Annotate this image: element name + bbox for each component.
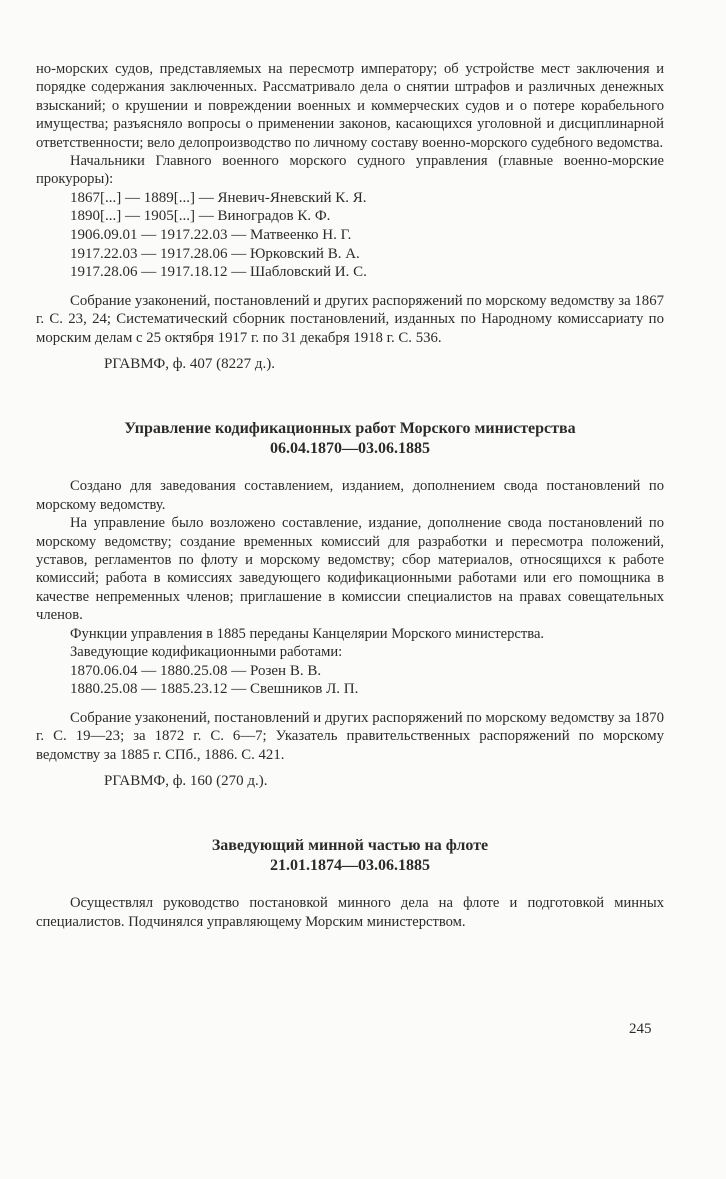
paragraph: Функции управления в 1885 переданы Канцелярии Морского министерства. xyxy=(70,625,545,642)
list-item: 1917.28.06 — 1917.18.12 — Шабловский И. С. xyxy=(70,264,367,281)
paragraph: Создано для заведования составлением, изданием, дополнением свода постановлений по морскому ведомству. xyxy=(36,478,664,513)
officials-list xyxy=(36,662,664,699)
section-heading xyxy=(36,836,664,876)
source-note: Собрание узаконений, постановлений и других распоряжений по морскому ведомству за 1870 г. С. 19—23; за 1872 г. С. 6—7; Указатель правительственных распоряжений по морскому ведомству за 1885 г. СПб., 1886. С. 421. xyxy=(36,709,664,763)
archive-reference: РГАВМФ, ф. 160 (270 д.). xyxy=(104,772,268,789)
list-item: 1870.06.04 — 1880.25.08 — Розен В. В. xyxy=(70,662,322,679)
list-item: 1906.09.01 — 1917.22.03 — Матвеенко Н. Г. xyxy=(70,227,352,244)
list-item: 1867[...] — 1889[...] — Яневич-Яневский К. Я. xyxy=(70,189,367,206)
section-title: Заведующий минной частью на флоте xyxy=(211,837,489,855)
paragraph: На управление было возложено составление, издание, дополнение свода постановлений по морскому ведомству; создание временных комиссий для разработки и пересмотра положений, уставов, регламентов по флоту и морскому ведомству; сбор материалов, относящихся к работе комиссий; работа в комиссиях заведующего кодификационными работами или его помощника в качестве непременных членов; приглашение в комиссии специалистов на правах совещательных членов. xyxy=(36,515,664,624)
list-item: 1880.25.08 — 1885.23.12 — Свешников Л. П. xyxy=(70,681,359,698)
page-content xyxy=(36,60,664,931)
list-item: 1917.22.03 — 1917.28.06 — Юрковский В. А. xyxy=(70,245,360,262)
section-heading xyxy=(36,419,664,459)
officials-list xyxy=(36,189,664,282)
section-dates: 21.01.1874—03.06.1885 xyxy=(270,857,430,875)
paragraph: Начальники Главного военного морского судного управления (главные военно-морские прокуроры): xyxy=(36,153,664,188)
page-number: 245 xyxy=(629,1021,652,1037)
paragraph: но-морских судов, представляемых на пересмотр императору; об устройстве мест заключения и порядке содержания заключенных. Рассматривало дела о снятии штрафов и различных денежных взысканий; о крушении и повреждении военных и коммерческих судов и о потере корабельного имущества; разъясняло вопросы о применении законов, касающихся уголовной и дисциплинарной ответственности; вело делопроизводство по личному составу военно-морского судебного ведомства. xyxy=(36,61,664,151)
source-note: Собрание узаконений, постановлений и других распоряжений по морскому ведомству за 1867 г. С. 23, 24; Систематический сборник постановлений, изданных по Народному комиссариату по морским делам с 25 октября 1917 г. по 31 декабря 1918 г. С. 536. xyxy=(36,292,664,346)
section-dates: 06.04.1870—03.06.1885 xyxy=(270,440,430,458)
paragraph: Осуществлял руководство постановкой минного дела на флоте и подготовкой минных специалистов. Подчинялся управляющему Морским министерством. xyxy=(36,895,664,930)
section-title: Управление кодификационных работ Морского министерства xyxy=(124,420,576,438)
archive-reference: РГАВМФ, ф. 407 (8227 д.). xyxy=(104,356,276,373)
list-item: 1890[...] — 1905[...] — Виноградов К. Ф. xyxy=(70,208,331,225)
paragraph: Заведующие кодификационными работами: xyxy=(70,644,343,661)
